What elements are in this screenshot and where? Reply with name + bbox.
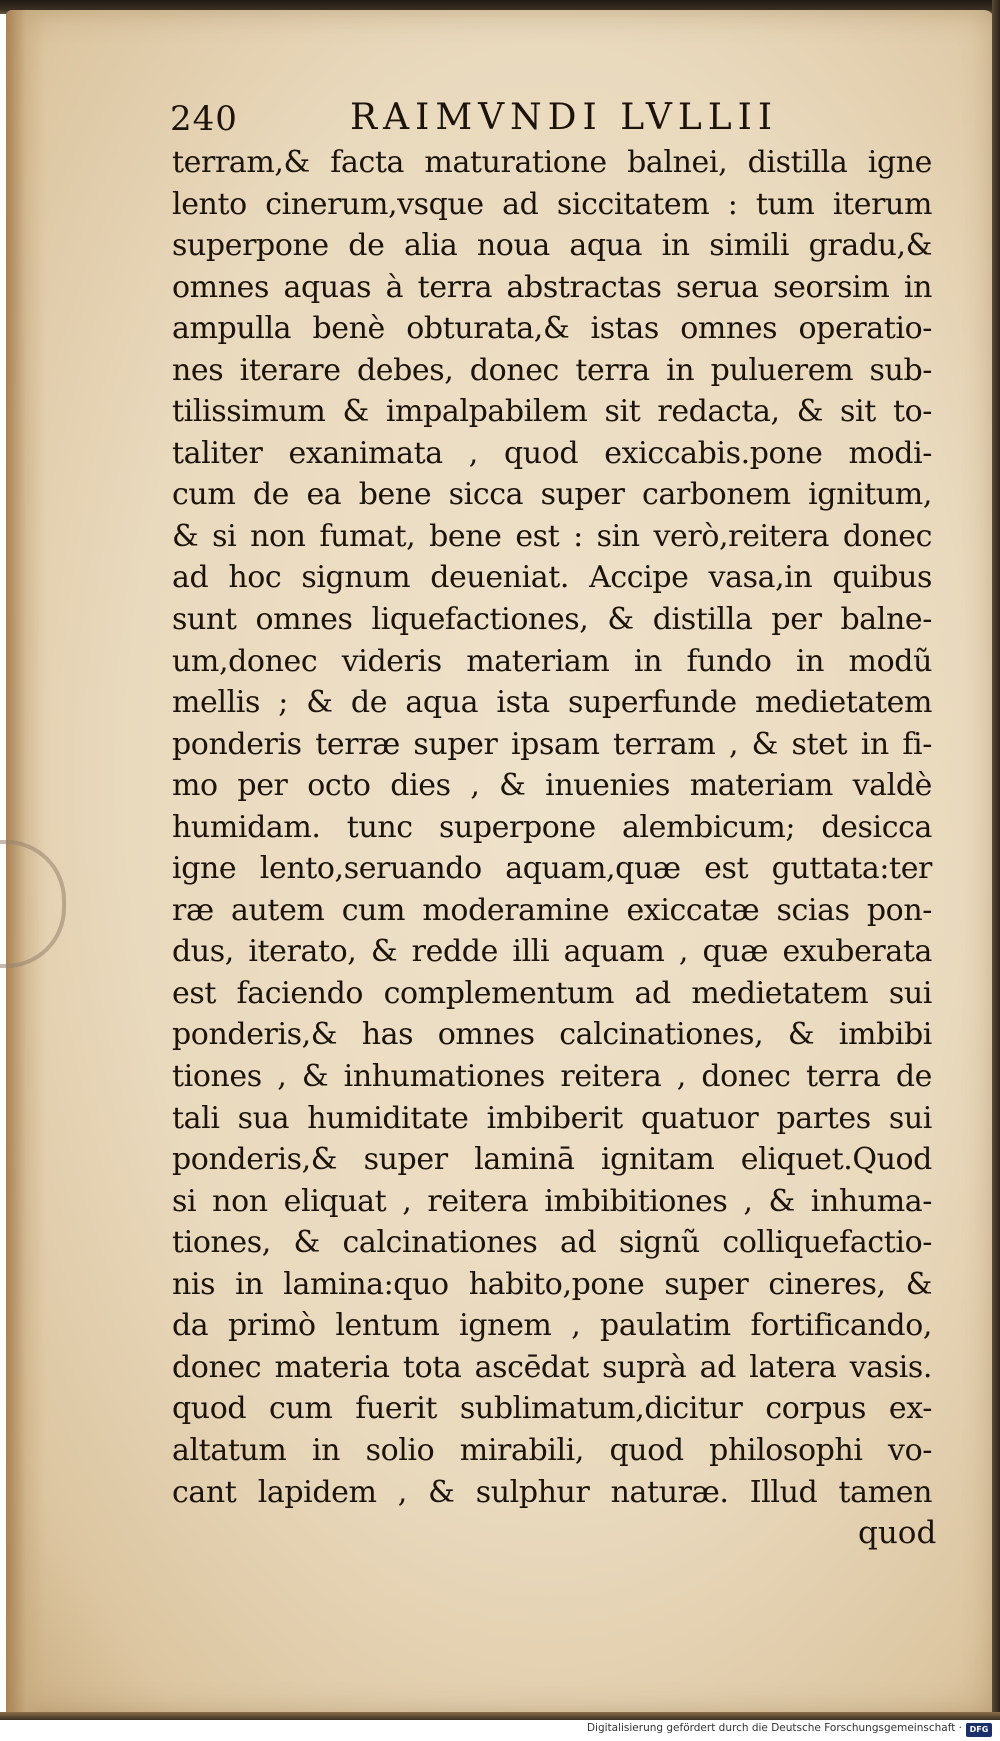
text-line: mellis ; & de aqua ista superfunde medietatem bbox=[172, 685, 932, 721]
text-line: ponderis,& super laminā ignitam eliquet.Quod bbox=[172, 1142, 932, 1178]
text-line: cum de ea bene sicca super carbonem ignitum, bbox=[172, 477, 932, 513]
text-line: sunt omnes liquefactiones, & distilla per balne- bbox=[172, 602, 932, 638]
text-line: ræ autem cum moderamine exiccatæ scias pon- bbox=[172, 892, 932, 928]
text-line: ponderis,& has omnes calcinationes, & imbibi bbox=[172, 1017, 932, 1053]
book-right-edge bbox=[992, 0, 1000, 1741]
catchword: quod bbox=[858, 1515, 937, 1551]
text-line: tali sua humiditate imbiberit quatuor partes sui bbox=[172, 1100, 932, 1136]
text-line: igne lento,seruando aquam,quæ est guttata:ter bbox=[172, 851, 932, 887]
text-line: tiones, & calcinationes ad signũ colliquefactio- bbox=[172, 1225, 932, 1261]
running-title: RAIMVNDI LVLLII bbox=[350, 97, 779, 138]
text-line: est faciendo complementum ad medietatem sui bbox=[172, 975, 932, 1011]
running-head bbox=[170, 95, 810, 145]
body-text bbox=[172, 142, 932, 1513]
book-bottom-edge bbox=[0, 1712, 1000, 1720]
text-line: quod cum fuerit sublimatum,dicitur corpus ex- bbox=[172, 1391, 932, 1427]
text-line: taliter exanimata , quod exiccabis.pone modi- bbox=[172, 435, 932, 471]
text-line: altatum in solio mirabili, quod philosophi vo- bbox=[172, 1432, 932, 1468]
text-line: tilissimum & impalpabilem sit redacta, & sit to- bbox=[172, 394, 932, 430]
text-line: humidam. tunc superpone alembicum; desicca bbox=[172, 809, 932, 845]
text-line: terram,& facta maturatione balnei, distilla igne bbox=[172, 145, 932, 180]
text-line: donec materia tota ascēdat suprà ad latera vasis. bbox=[172, 1349, 932, 1385]
text-line: & si non fumat, bene est : sin verò,reitera donec bbox=[172, 518, 932, 554]
text-line: nes iterare debes, donec terra in puluerem sub- bbox=[172, 352, 932, 388]
page-number: 240 bbox=[170, 99, 238, 139]
text-line: superpone de alia noua aqua in simili gradu,& bbox=[172, 228, 932, 264]
text-line: nis in lamina:quo habito,pone super cineres, & bbox=[172, 1266, 932, 1302]
text-line: cant lapidem , & sulphur naturæ. Illud tamen bbox=[172, 1474, 932, 1510]
text-line: ampulla benè obturata,& istas omnes operatio- bbox=[172, 311, 932, 347]
text-line: ad hoc signum deueniat. Accipe vasa,in quibus bbox=[172, 560, 932, 596]
text-line: lento cinerum,vsque ad siccitatem : tum iterum bbox=[172, 186, 932, 222]
text-line: omnes aquas à terra abstractas serua seorsim in bbox=[172, 269, 932, 305]
text-line: da primò lentum ignem , paulatim fortificando, bbox=[172, 1308, 932, 1344]
dfg-logo: DFG bbox=[966, 1723, 992, 1737]
text-line: ponderis terræ super ipsam terram , & stet in fi- bbox=[172, 726, 932, 762]
footer-credit: Digitalisierung gefördert durch die Deutsche Forschungsgemeinschaft · bbox=[586, 1722, 962, 1734]
text-line: dus, iterato, & redde illi aquam , quæ exuberata bbox=[172, 934, 932, 970]
text-line: mo per octo dies , & inuenies materiam valdè bbox=[172, 768, 932, 804]
text-line: tiones , & inhumationes reitera , donec terra de bbox=[172, 1059, 932, 1095]
text-line: um,donec videris materiam in fundo in modũ bbox=[172, 643, 932, 679]
text-line: si non eliquat , reitera imbibitiones , & inhuma- bbox=[172, 1183, 932, 1219]
